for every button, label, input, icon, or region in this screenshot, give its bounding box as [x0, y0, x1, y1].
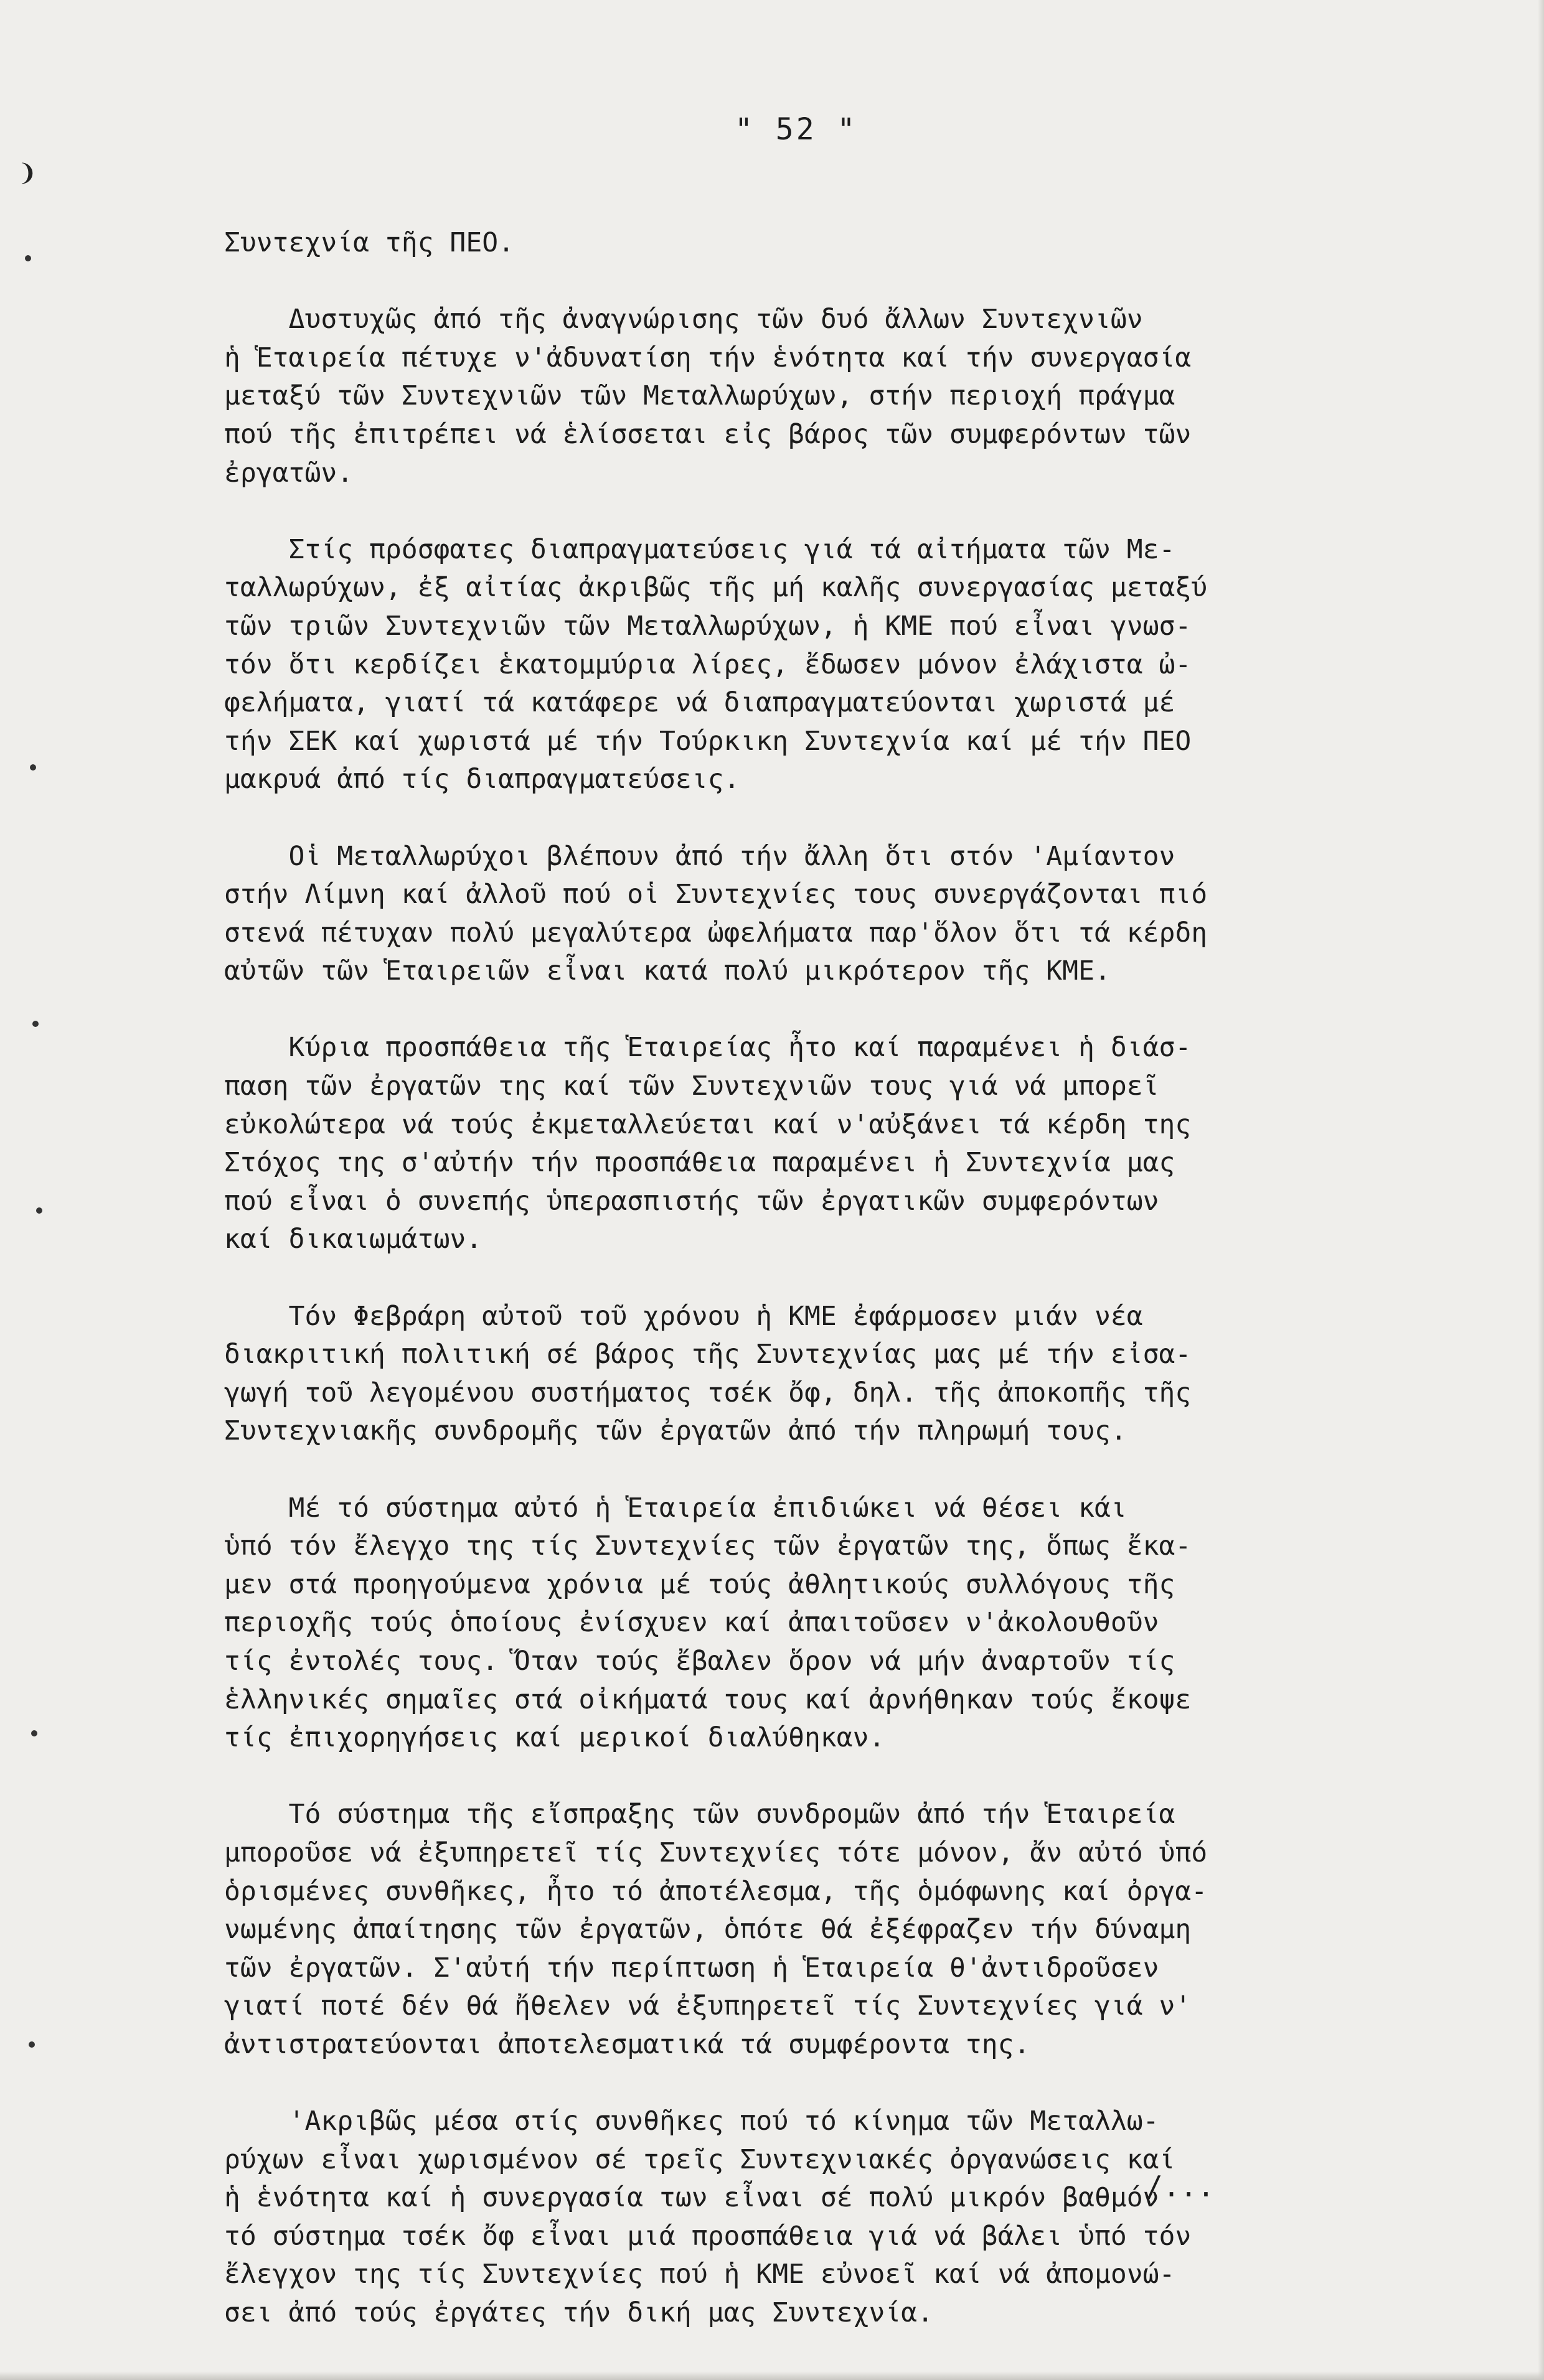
text-line: περιοχῆς τούς ὁποίους ἐνίσχυεν καί ἀπαιτοῦσεν ν'ἀκολουθοῦν — [224, 1607, 1159, 1639]
text-line: τήν ΣΕΚ καί χωριστά μέ τήν Τούρκικη Συντεχνία καί μέ τήν ΠΕΟ — [224, 725, 1192, 757]
text-line: νωμένης ἀπαίτησης τῶν ἐργατῶν, ὁπότε θά ἐξέφραζεν τήν δύναμη — [224, 1914, 1192, 1946]
text-line: στενά πέτυχαν πολύ μεγαλύτερα ὠφελήματα παρ'ὅλον ὅτι τά κέρδη — [224, 917, 1208, 949]
text-line: Συντεχνιακῆς συνδρομῆς τῶν ἐργατῶν ἀπό τήν πληρωμή τους. — [224, 1415, 1127, 1447]
paragraph-gap — [224, 1451, 1457, 1489]
paragraph-gap — [224, 1758, 1457, 1796]
text-line: πού τῆς ἐπιτρέπει νά ἑλίσσεται εἰς βάρος τῶν συμφερόντων τῶν — [224, 418, 1192, 450]
paragraph-gap — [224, 991, 1457, 1029]
text-line: μακρυά ἀπό τίς διαπραγματεύσεις. — [224, 764, 740, 795]
continuation-mark: /... — [1146, 2170, 1215, 2203]
text-line: ὑπό τόν ἔλεγχο της τίς Συντεχνίες τῶν ἐργατῶν της, ὅπως ἔκα- — [224, 1530, 1192, 1562]
text-line: τῶν ἐργατῶν. Σ'αὐτή τήν περίπτωση ἡ Ἑταιρεία θ'ἀντιδροῦσεν — [224, 1952, 1159, 1984]
page-edge-shadow — [0, 2371, 1544, 2380]
text-line: πού εἶναι ὁ συνεπής ὑπερασπιστής τῶν ἐργατικῶν συμφερόντων — [224, 1185, 1159, 1217]
text-line: ἀντιστρατεύονται ἀποτελεσματικά τά συμφέροντα της. — [224, 2028, 1030, 2060]
text-line: Στίς πρόσφατες διαπραγματεύσεις γιά τά αἰτήματα τῶν Με- — [224, 533, 1175, 565]
text-line: τόν ὅτι κερδίζει ἑκατομμύρια λίρες, ἔδωσεν μόνον ἐλάχιστα ὠ- — [224, 649, 1192, 680]
text-line: Συντεχνία τῆς ΠΕΟ. — [224, 227, 514, 258]
paragraph-gap — [224, 263, 1457, 301]
margin-dot — [25, 255, 31, 261]
paragraph-gap — [224, 2064, 1457, 2103]
paragraph-gap — [224, 1259, 1457, 1298]
text-line: αὐτῶν τῶν Ἑταιρειῶν εἶναι κατά πολύ μικρότερον τῆς ΚΜΕ. — [224, 955, 1111, 987]
text-line: ἡ ἑνότητα καί ἡ συνεργασία των εἶναι σέ πολύ μικρόν βαθμόν — [224, 2182, 1159, 2214]
text-line: Κύρια προσπάθεια τῆς Ἑταιρείας ἦτο καί παραμένει ἡ διάσ- — [224, 1032, 1192, 1064]
margin-dot — [29, 2041, 35, 2048]
text-line: γιατί ποτέ δέν θά ἤθελεν νά ἐξυπηρετεῖ τίς Συντεχνίες γιά ν' — [224, 1990, 1192, 2022]
text-line: 'Ακριβῶς μέσα στίς συνθῆκες πού τό κίνημα τῶν Μεταλλω- — [224, 2106, 1159, 2137]
text-line: τίς ἐπιχορηγήσεις καί μερικοί διαλύθηκαν. — [224, 1722, 885, 1754]
text-line: ρύχων εἶναι χωρισμένον σέ τρεῖς Συντεχνιακές ὀργανώσεις καί — [224, 2143, 1175, 2175]
paragraph-gap — [224, 492, 1457, 531]
page-edge-shadow — [1538, 0, 1544, 2380]
text-line: ἑλληνικές σημαῖες στά οἰκήματά τους καί ἀρνήθηκαν τούς ἔκοψε — [224, 1684, 1192, 1715]
text-line: διακριτική πολιτική σέ βάρος τῆς Συντεχνίας μας μέ τήν εἰσα- — [224, 1339, 1192, 1370]
body-text — [224, 224, 1457, 2333]
text-line: μεν στά προηγούμενα χρόνια μέ τούς ἀθλητικούς συλλόγους τῆς — [224, 1568, 1175, 1600]
text-line: ταλλωρύχων, ἐξ αἰτίας ἀκριβῶς τῆς μή καλῆς συνεργασίας μεταξύ — [224, 572, 1208, 604]
text-line: μποροῦσε νά ἐξυπηρετεῖ τίς Συντεχνίες τότε μόνον, ἄν αὐτό ὑπό — [224, 1837, 1208, 1868]
text-line: ἡ Ἑταιρεία πέτυχε ν'ἀδυνατίση τήν ἑνότητα καί τήν συνεργασία — [224, 342, 1192, 373]
text-line: Δυστυχῶς ἀπό τῆς ἀναγνώρισης τῶν δυό ἄλλων Συντεχνιῶν — [224, 304, 1143, 335]
margin-dot — [30, 764, 36, 771]
text-line: Τό σύστημα τῆς εἴσπραξης τῶν συνδρομῶν ἀπό τήν Ἑταιρεία — [224, 1799, 1175, 1830]
text-line: Τόν Φεβράρη αὐτοῦ τοῦ χρόνου ἡ ΚΜΕ ἐφάρμοσεν μιάν νέα — [224, 1300, 1143, 1332]
margin-dot — [32, 1021, 39, 1027]
margin-dot — [36, 1207, 42, 1214]
text-line: ὁρισμένες συνθῆκες, ἦτο τό ἀποτέλεσμα, τῆς ὁμόφωνης καί ὀργα- — [224, 1875, 1208, 1907]
text-line: φελήματα, γιατί τά κατάφερε νά διαπραγματεύονται χωριστά μέ — [224, 687, 1175, 719]
text-line: στήν Λίμνη καί ἀλλοῦ πού οἱ Συντεχνίες τους συνεργάζονται πιό — [224, 879, 1208, 911]
text-line: ἔλεγχον της τίς Συντεχνίες πού ἡ ΚΜΕ εὐνοεῖ καί νά ἀπομονώ- — [224, 2259, 1175, 2290]
margin-hook-mark: ❩ — [19, 156, 36, 189]
text-line: μεταξύ τῶν Συντεχνιῶν τῶν Μεταλλωρύχων, στήν περιοχή πράγμα — [224, 380, 1175, 412]
paragraph-gap — [224, 799, 1457, 838]
text-line: σει ἀπό τούς ἐργάτες τήν δική μας Συντεχνία. — [224, 2297, 934, 2329]
text-line: Στόχος της σ'αὐτήν τήν προσπάθεια παραμένει ἡ Συντεχνία μας — [224, 1147, 1175, 1179]
text-line: καί δικαιωμάτων. — [224, 1224, 482, 1255]
text-line: εὐκολώτερα νά τούς ἐκμεταλλεύεται καί ν'αὐξάνει τά κέρδη της — [224, 1108, 1192, 1140]
text-line: παση τῶν ἐργατῶν της καί τῶν Συντεχνιῶν τους γιά νά μπορεῖ — [224, 1071, 1159, 1102]
margin-dot — [31, 1730, 37, 1736]
page-number: " 52 " — [735, 112, 858, 147]
text-line: τῶν τριῶν Συντεχνιῶν τῶν Μεταλλωρύχων, ἡ ΚΜΕ πού εἶναι γνωσ- — [224, 610, 1192, 642]
text-line: γωγή τοῦ λεγομένου συστήματος τσέκ ὄφ, δηλ. τῆς ἀποκοπῆς τῆς — [224, 1377, 1192, 1408]
text-line: Μέ τό σύστημα αὐτό ἡ Ἑταιρεία ἐπιδιώκει νά θέσει κάι — [224, 1492, 1127, 1524]
text-line: τίς ἐντολές τους. Ὅταν τούς ἔβαλεν ὅρον νά μήν ἀναρτοῦν τίς — [224, 1645, 1175, 1677]
text-line: τό σύστημα τσέκ ὄφ εἶναι μιά προσπάθεια γιά νά βάλει ὑπό τόν — [224, 2220, 1192, 2252]
text-line: ἐργατῶν. — [224, 457, 354, 489]
text-line: Οἱ Μεταλλωρύχοι βλέπουν ἀπό τήν ἄλλη ὅτι στόν 'Αμίαντον — [224, 840, 1175, 872]
